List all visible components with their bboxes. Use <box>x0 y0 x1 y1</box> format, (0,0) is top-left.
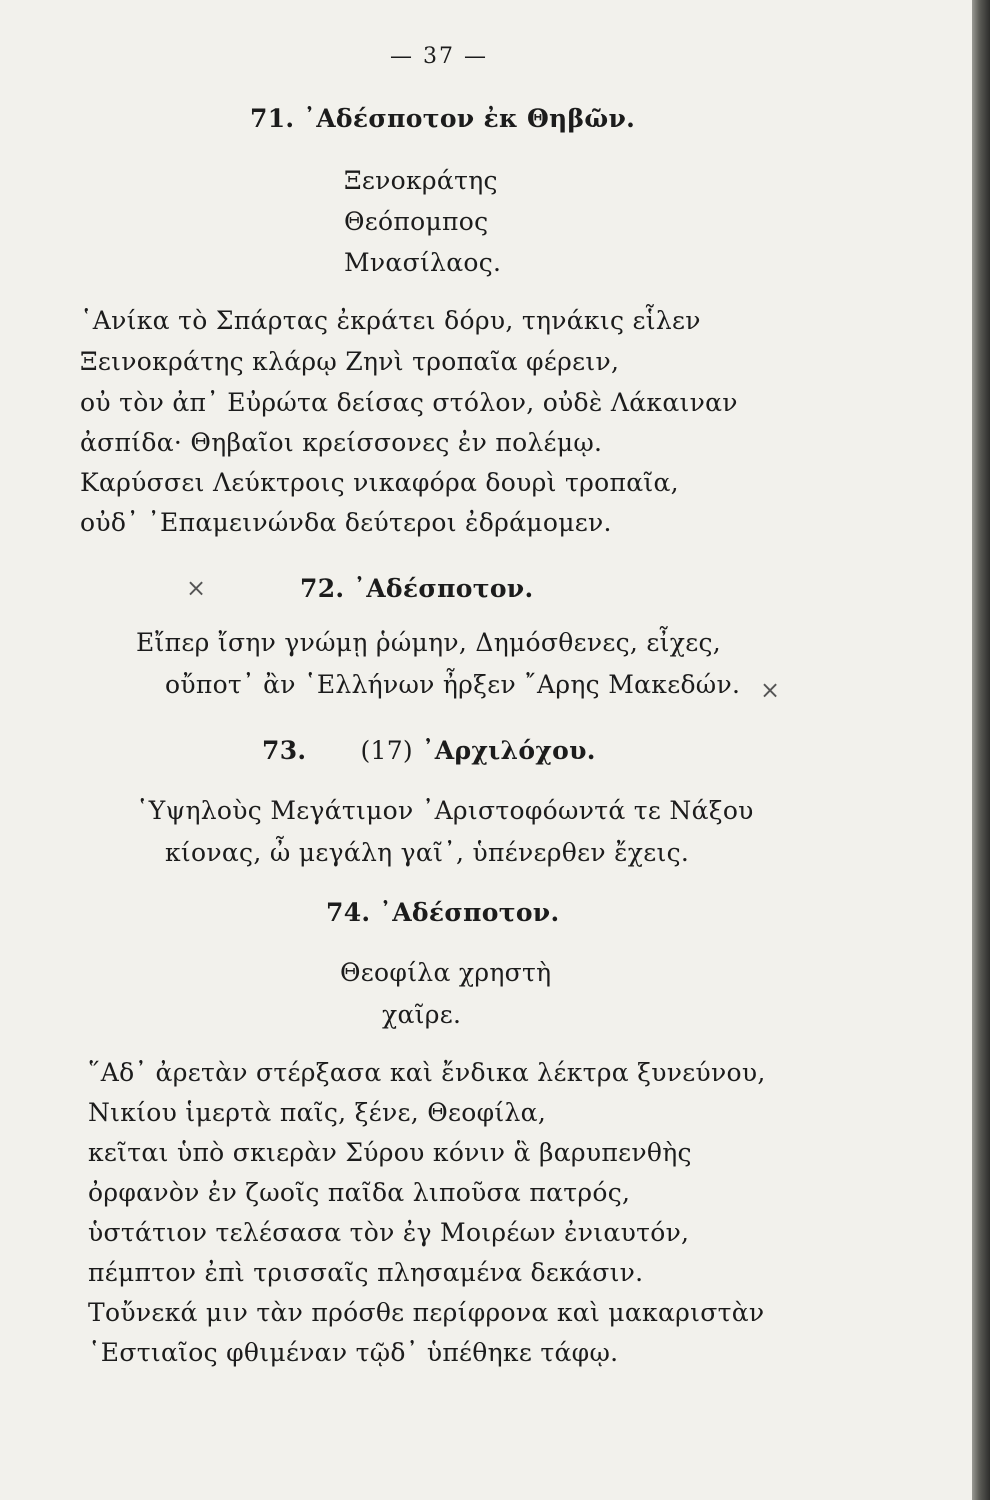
verse-line: οὔποτ᾿ ἂν ῾Ελλήνων ἦρξεν ῎Αρης Μακεδών. <box>165 670 741 699</box>
section-paren-number: (17) <box>360 736 413 765</box>
section-title: ᾿Αδέσποτον. <box>379 898 560 927</box>
section-title: ᾿Αδέσποτον ἐκ Θηβῶν. <box>303 104 636 133</box>
margin-cross-mark: × <box>186 574 207 602</box>
verse-line: οὐ τὸν ἀπ᾿ Εὐρώτα δείσας στόλον, οὐδὲ Λάκαιναν <box>80 388 738 417</box>
section-number: 73. <box>262 736 307 765</box>
verse-line: ῾Εστιαῖος φθιμέναν τῷδ᾿ ὑπέθηκε τάφῳ. <box>88 1338 619 1367</box>
page-number: — 37 — <box>390 44 488 69</box>
section-number: 74. <box>326 898 371 927</box>
verse-line: κίονας, ὦ μεγάλη γαῖ᾿, ὑπένερθεν ἔχεις. <box>165 838 690 867</box>
section-72-heading <box>300 574 533 604</box>
verse-line: Νικίου ἱμερτὰ παῖς, ξένε, Θεοφίλα, <box>88 1098 547 1127</box>
name-line: χαῖρε. <box>382 1000 462 1029</box>
section-73-heading <box>262 736 596 766</box>
verse-line: ὑστάτιον τελέσασα τὸν ἐγ Μοιρέων ἐνιαυτόν, <box>88 1218 690 1247</box>
verse-line: Εἴπερ ἴσην γνώμῃ ῥώμην, Δημόσθενες, εἶχες, <box>136 628 722 657</box>
verse-line: ἀσπίδα· Θηβαῖοι κρείσσονες ἐν πολέμῳ. <box>80 428 603 457</box>
verse-line: οὐδ᾿ ᾿Επαμεινώνδα δεύτεροι ἐδράμομεν. <box>80 508 612 537</box>
verse-line: Καρύσσει Λεύκτροις νικαφόρα δουρὶ τροπαῖα, <box>80 468 679 497</box>
section-71-heading <box>250 104 635 134</box>
section-74-heading <box>326 898 559 928</box>
section-number: 71. <box>250 104 295 133</box>
verse-line: ῾Υψηλοὺς Μεγάτιμον ᾿Αριστοφόωντά τε Νάξου <box>136 796 754 825</box>
verse-line: πέμπτον ἐπὶ τρισσαῖς πλησαμένα δεκάσιν. <box>88 1258 644 1287</box>
verse-line: κεῖται ὑπὸ σκιερὰν Σύρου κόνιν ἃ βαρυπενθὴς <box>88 1138 692 1167</box>
verse-line: Ξεινοκράτης κλάρῳ Ζηνὶ τροπαῖα φέρειν, <box>80 347 620 376</box>
section-title: ᾿Αρχιλόχου. <box>421 736 596 765</box>
margin-cross-mark: × <box>760 676 781 704</box>
name-line: Ξενοκράτης <box>344 166 498 195</box>
verse-line: ῾Ανίκα τὸ Σπάρτας ἐκράτει δόρυ, τηνάκις εἷλεν <box>80 306 701 335</box>
name-line: Θεόπομπος <box>344 207 489 236</box>
verse-line: Τοὔνεκά μιν τὰν πρόσθε περίφρονα καὶ μακαριστὰν <box>88 1298 765 1327</box>
section-title: ᾿Αδέσποτον. <box>353 574 534 603</box>
section-number: 72. <box>300 574 345 603</box>
verse-line: ὀρφανὸν ἐν ζωοῖς παῖδα λιποῦσα πατρός, <box>88 1178 631 1207</box>
name-line: Μνασίλαος. <box>344 248 502 277</box>
page-edge-shadow <box>972 0 990 1500</box>
name-line: Θεοφίλα χρηστὴ <box>340 958 552 987</box>
verse-line: ῞Αδ᾿ ἀρετὰν στέρξασα καὶ ἔνδικα λέκτρα ξυνεύνου, <box>88 1058 766 1087</box>
